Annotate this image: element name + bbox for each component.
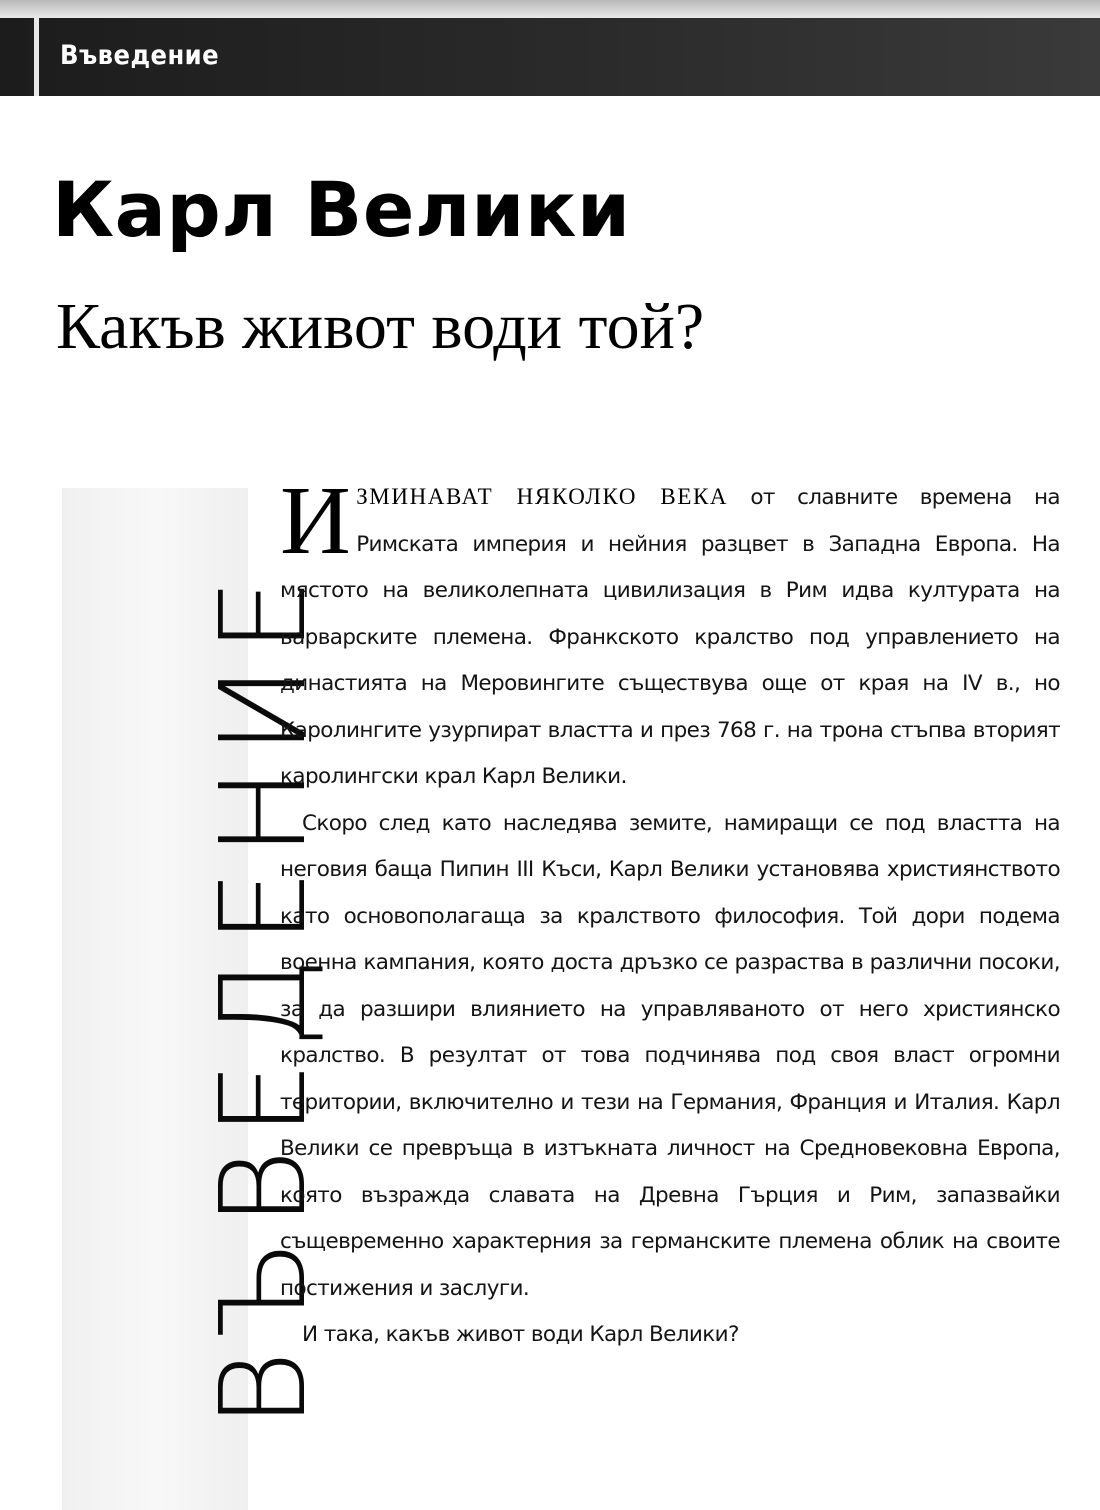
section-header-bar (0, 18, 1100, 96)
vertical-section-word: ВЪВЕДЕНИЕ (194, 565, 332, 1428)
dropcap-letter: И (280, 467, 351, 575)
paragraph-1-text: от славните времена на Римската империя и нейния разцвет в Западна Европа. На мястото на великолепната цивилизация в Рим идва културата на варварските племена. Франкското кралство под управлението на династията на Меровингите съществува още от края на IV в., но Каролингите узурпират властта и през 768 г. на трона стъпва вторият каролингски крал Карл Велики. (280, 485, 1060, 789)
article-body (280, 467, 1060, 1359)
page-title: Карл Велики (52, 165, 631, 254)
article-paragraph-3: И така, какъв живот води Карл Велики? (302, 1322, 739, 1347)
lead-in-smallcaps: ЗМИНАВАТ НЯКОЛКО ВЕКА (356, 484, 729, 509)
article-paragraph-2: Скоро след като наследява земите, намиращи се под властта на неговия баща Пипин III Къси, Карл Велики установява християнството като основополагаща за кралството философия. Той дори подема военна кампания, която доста дръзко се разраства в различни посоки, за да разшири влиянието на управляваното от него християнско кралство. В резултат от това подчинява под своя власт огромни територии, включително и тези на Германия, Франция и Италия. Карл Велики се превръща в изтъкната личност на Средновековна Европа, която възражда славата на Древна Гърция и Рим, запазвайки същевременно характерния за германските племена облик на своите постижения и заслуги. (280, 810, 1060, 1301)
page-subtitle: Какъв живот води той? (56, 290, 705, 363)
top-strip (0, 0, 1100, 18)
article-paragraph-1 (280, 467, 1060, 801)
section-label: Въведение (60, 40, 220, 71)
header-edge-line (34, 18, 39, 96)
